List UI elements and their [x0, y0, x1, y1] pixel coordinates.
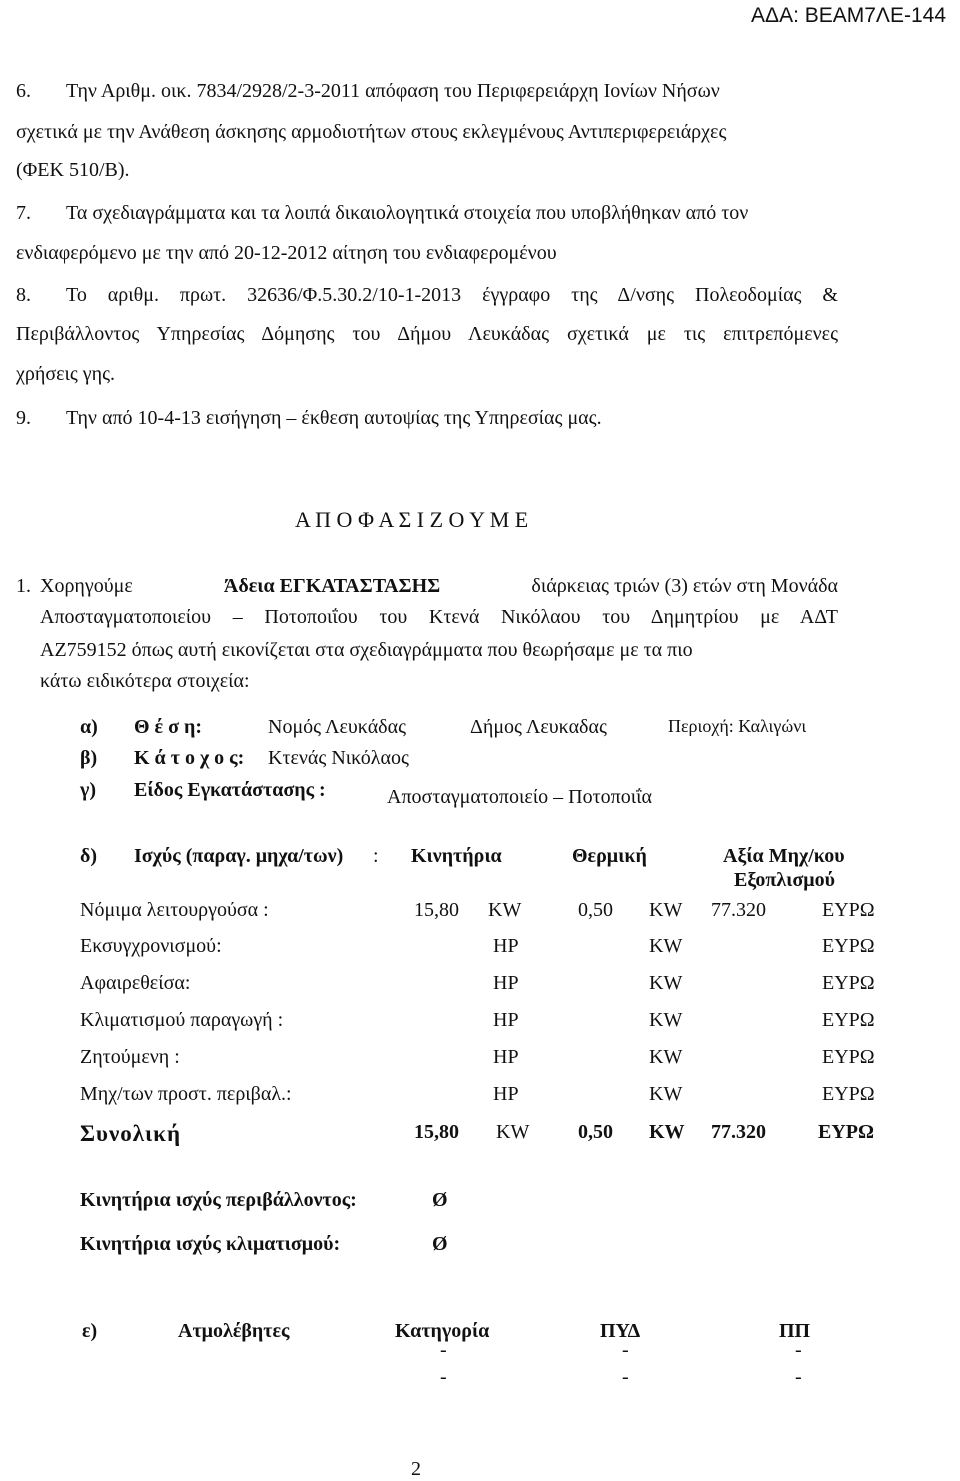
item-6-line-2: σχετικά με την Ανάθεση άσκησης αρμοδιοτήτων στους εκλεγμένους Αντιπεριφερειάρχες [16, 121, 727, 143]
boilers-col-pyd: ΠΥΔ [600, 1320, 641, 1342]
power-total-name: Συνολική [80, 1121, 182, 1146]
power-row-currency: ΕΥΡΩ [822, 1046, 875, 1068]
boilers-row-1-category: - [440, 1339, 447, 1361]
power-row-kin-unit: HP [493, 1046, 519, 1068]
decision-line-3: ΑΖ759152 όπως αυτή εικονίζεται στα σχεδιαγράμματα που θεωρήσαμε με τα πιο [40, 639, 693, 661]
detail-c-label: γ) [80, 779, 97, 801]
detail-type-key: Είδος Εγκατάστασης : [134, 779, 326, 801]
decision-line-1 [40, 575, 838, 598]
item-8-line-1: Το αριθμ. πρωτ. 32636/Φ.5.30.2/10-1-2013 έγγραφο της Δ/νσης Πολεοδομίας & [66, 284, 838, 306]
power-row-name: Ζητούμενη : [80, 1046, 180, 1068]
clim-power-value: Ø [432, 1233, 448, 1255]
power-total-kin-unit: KW [496, 1121, 530, 1143]
detail-prefecture: Νομός Λευκάδας [268, 716, 406, 738]
power-col-axia-2: Εξοπλισμού [734, 869, 835, 891]
boilers-row-2-category: - [440, 1366, 447, 1388]
decision-number-1: 1. [16, 575, 31, 597]
power-total-currency: ΕΥΡΩ [818, 1121, 875, 1143]
power-label: δ) [80, 845, 98, 867]
power-row-therm-unit: KW [649, 1009, 683, 1031]
power-row-name: Μηχ/των προστ. περιβαλ.: [80, 1083, 292, 1105]
item-number-6: 6. [16, 80, 31, 102]
decision-license-type: Άδεια ΕΓΚΑΤΑΣΤΑΣΗΣ [223, 575, 441, 597]
power-row-name: Κλιματισμού παραγωγή : [80, 1009, 284, 1031]
power-row-kin-unit: HP [493, 935, 519, 957]
item-7-line-1: Τα σχεδιαγράμματα και τα λοιπά δικαιολογητικά στοιχεία που υποβλήθηκαν από τον [66, 202, 749, 224]
ada-header: ΑΔΑ: ΒΕΑΜ7ΛΕ-144 [751, 4, 946, 27]
item-6-line-1: Την Αριθμ. οικ. 7834/2928/2-3-2011 απόφαση του Περιφερειάρχη Ιονίων Νήσων [66, 80, 720, 102]
power-row-name: Νόμιμα λειτουργούσα : [80, 899, 269, 921]
power-col-thermiki: Θερμική [572, 845, 647, 867]
detail-type-value: Αποσταγματοποιείο – Ποτοποιΐα [387, 786, 652, 808]
power-row-kin: 15,80 [414, 899, 459, 921]
item-number-9: 9. [16, 407, 31, 429]
item-8-line-3: χρήσεις γης. [16, 363, 116, 385]
power-row-kin-unit: KW [488, 899, 522, 921]
detail-municipality: Δήμος Λευκαδας [470, 716, 607, 738]
detail-location-key: Θ έ σ η: [134, 716, 202, 738]
decision-duration-text: διάρκειας τριών (3) ετών στη Μονάδα [531, 575, 838, 597]
decision-title: Α Π Ο Φ Α Σ Ι Ζ Ο Υ Μ Ε [295, 507, 529, 532]
item-6-line-3: (ΦΕΚ 510/Β). [16, 159, 130, 181]
decision-grant-text: Χορηγούμε [40, 575, 133, 597]
power-row-axia: 77.320 [711, 899, 766, 921]
page-number: 2 [411, 1458, 421, 1480]
env-power-value: Ø [432, 1189, 448, 1211]
power-row-name: Εκσυγχρονισμού: [80, 935, 222, 957]
boilers-row-2-pp: - [795, 1366, 802, 1388]
power-total-therm-unit: KW [649, 1121, 685, 1143]
power-row-kin-unit: HP [493, 1083, 519, 1105]
power-row-therm-unit: KW [649, 899, 683, 921]
power-total-therm: 0,50 [578, 1121, 613, 1143]
detail-owner-key: Κ ά τ ο χ ο ς: [134, 747, 245, 769]
boilers-label: ε) [82, 1320, 98, 1342]
env-power-label: Κινητήρια ισχύς περιβάλλοντος: [80, 1189, 357, 1211]
power-row-currency: ΕΥΡΩ [822, 1009, 875, 1031]
clim-power-label: Κινητήρια ισχύς κλιματισμού: [80, 1233, 341, 1255]
item-8-line-2: Περιβάλλοντος Υπηρεσίας Δόμησης του Δήμου Λευκάδας σχετικά με τις επιτρεπόμενες [16, 323, 838, 345]
power-row-currency: ΕΥΡΩ [822, 935, 875, 957]
power-row-therm-unit: KW [649, 1083, 683, 1105]
item-number-7: 7. [16, 202, 31, 224]
power-title: Ισχύς (παραγ. μηχα/των) [134, 845, 344, 867]
power-row-therm-unit: KW [649, 972, 683, 994]
power-row-therm-unit: KW [649, 935, 683, 957]
power-title-colon: : [373, 845, 379, 867]
power-row-name: Αφαιρεθείσα: [80, 972, 191, 994]
boilers-row-1-pyd: - [622, 1339, 629, 1361]
power-row-kin-unit: HP [493, 1009, 519, 1031]
power-col-kinitiria: Κινητήρια [411, 845, 502, 867]
decision-line-4: κάτω ειδικότερα στοιχεία: [40, 670, 250, 692]
power-row-currency: ΕΥΡΩ [822, 899, 875, 921]
power-row-therm-unit: KW [649, 1046, 683, 1068]
detail-a-label: α) [80, 716, 98, 738]
decision-line-2: Αποσταγματοποιείου – Ποτοποιΐου του Κτενά Νικόλαου του Δημητρίου με ΑΔΤ [40, 606, 838, 628]
boilers-title: Ατμολέβητες [178, 1320, 290, 1342]
power-row-kin-unit: HP [493, 972, 519, 994]
boilers-col-category: Κατηγορία [395, 1320, 490, 1342]
power-total-kin: 15,80 [414, 1121, 459, 1143]
power-row-currency: ΕΥΡΩ [822, 972, 875, 994]
item-7-line-2: ενδιαφερόμενο με την από 20-12-2012 αίτηση του ενδιαφερομένου [16, 242, 557, 264]
power-col-axia: Αξία Μηχ/κου [723, 845, 845, 867]
item-9-line-1: Την από 10-4-13 εισήγηση – έκθεση αυτοψίας της Υπηρεσίας μας. [66, 407, 602, 429]
boilers-col-pp: ΠΠ [779, 1320, 811, 1342]
power-row-therm: 0,50 [578, 899, 613, 921]
boilers-row-2-pyd: - [622, 1366, 629, 1388]
boilers-row-1-pp: - [795, 1339, 802, 1361]
item-number-8: 8. [16, 284, 31, 306]
power-total-axia: 77.320 [711, 1121, 766, 1143]
detail-b-label: β) [80, 747, 98, 769]
detail-area: Περιοχή: Καλιγώνι [668, 716, 807, 736]
power-row-currency: ΕΥΡΩ [822, 1083, 875, 1105]
detail-owner-value: Κτενάς Νικόλαος [268, 747, 409, 769]
